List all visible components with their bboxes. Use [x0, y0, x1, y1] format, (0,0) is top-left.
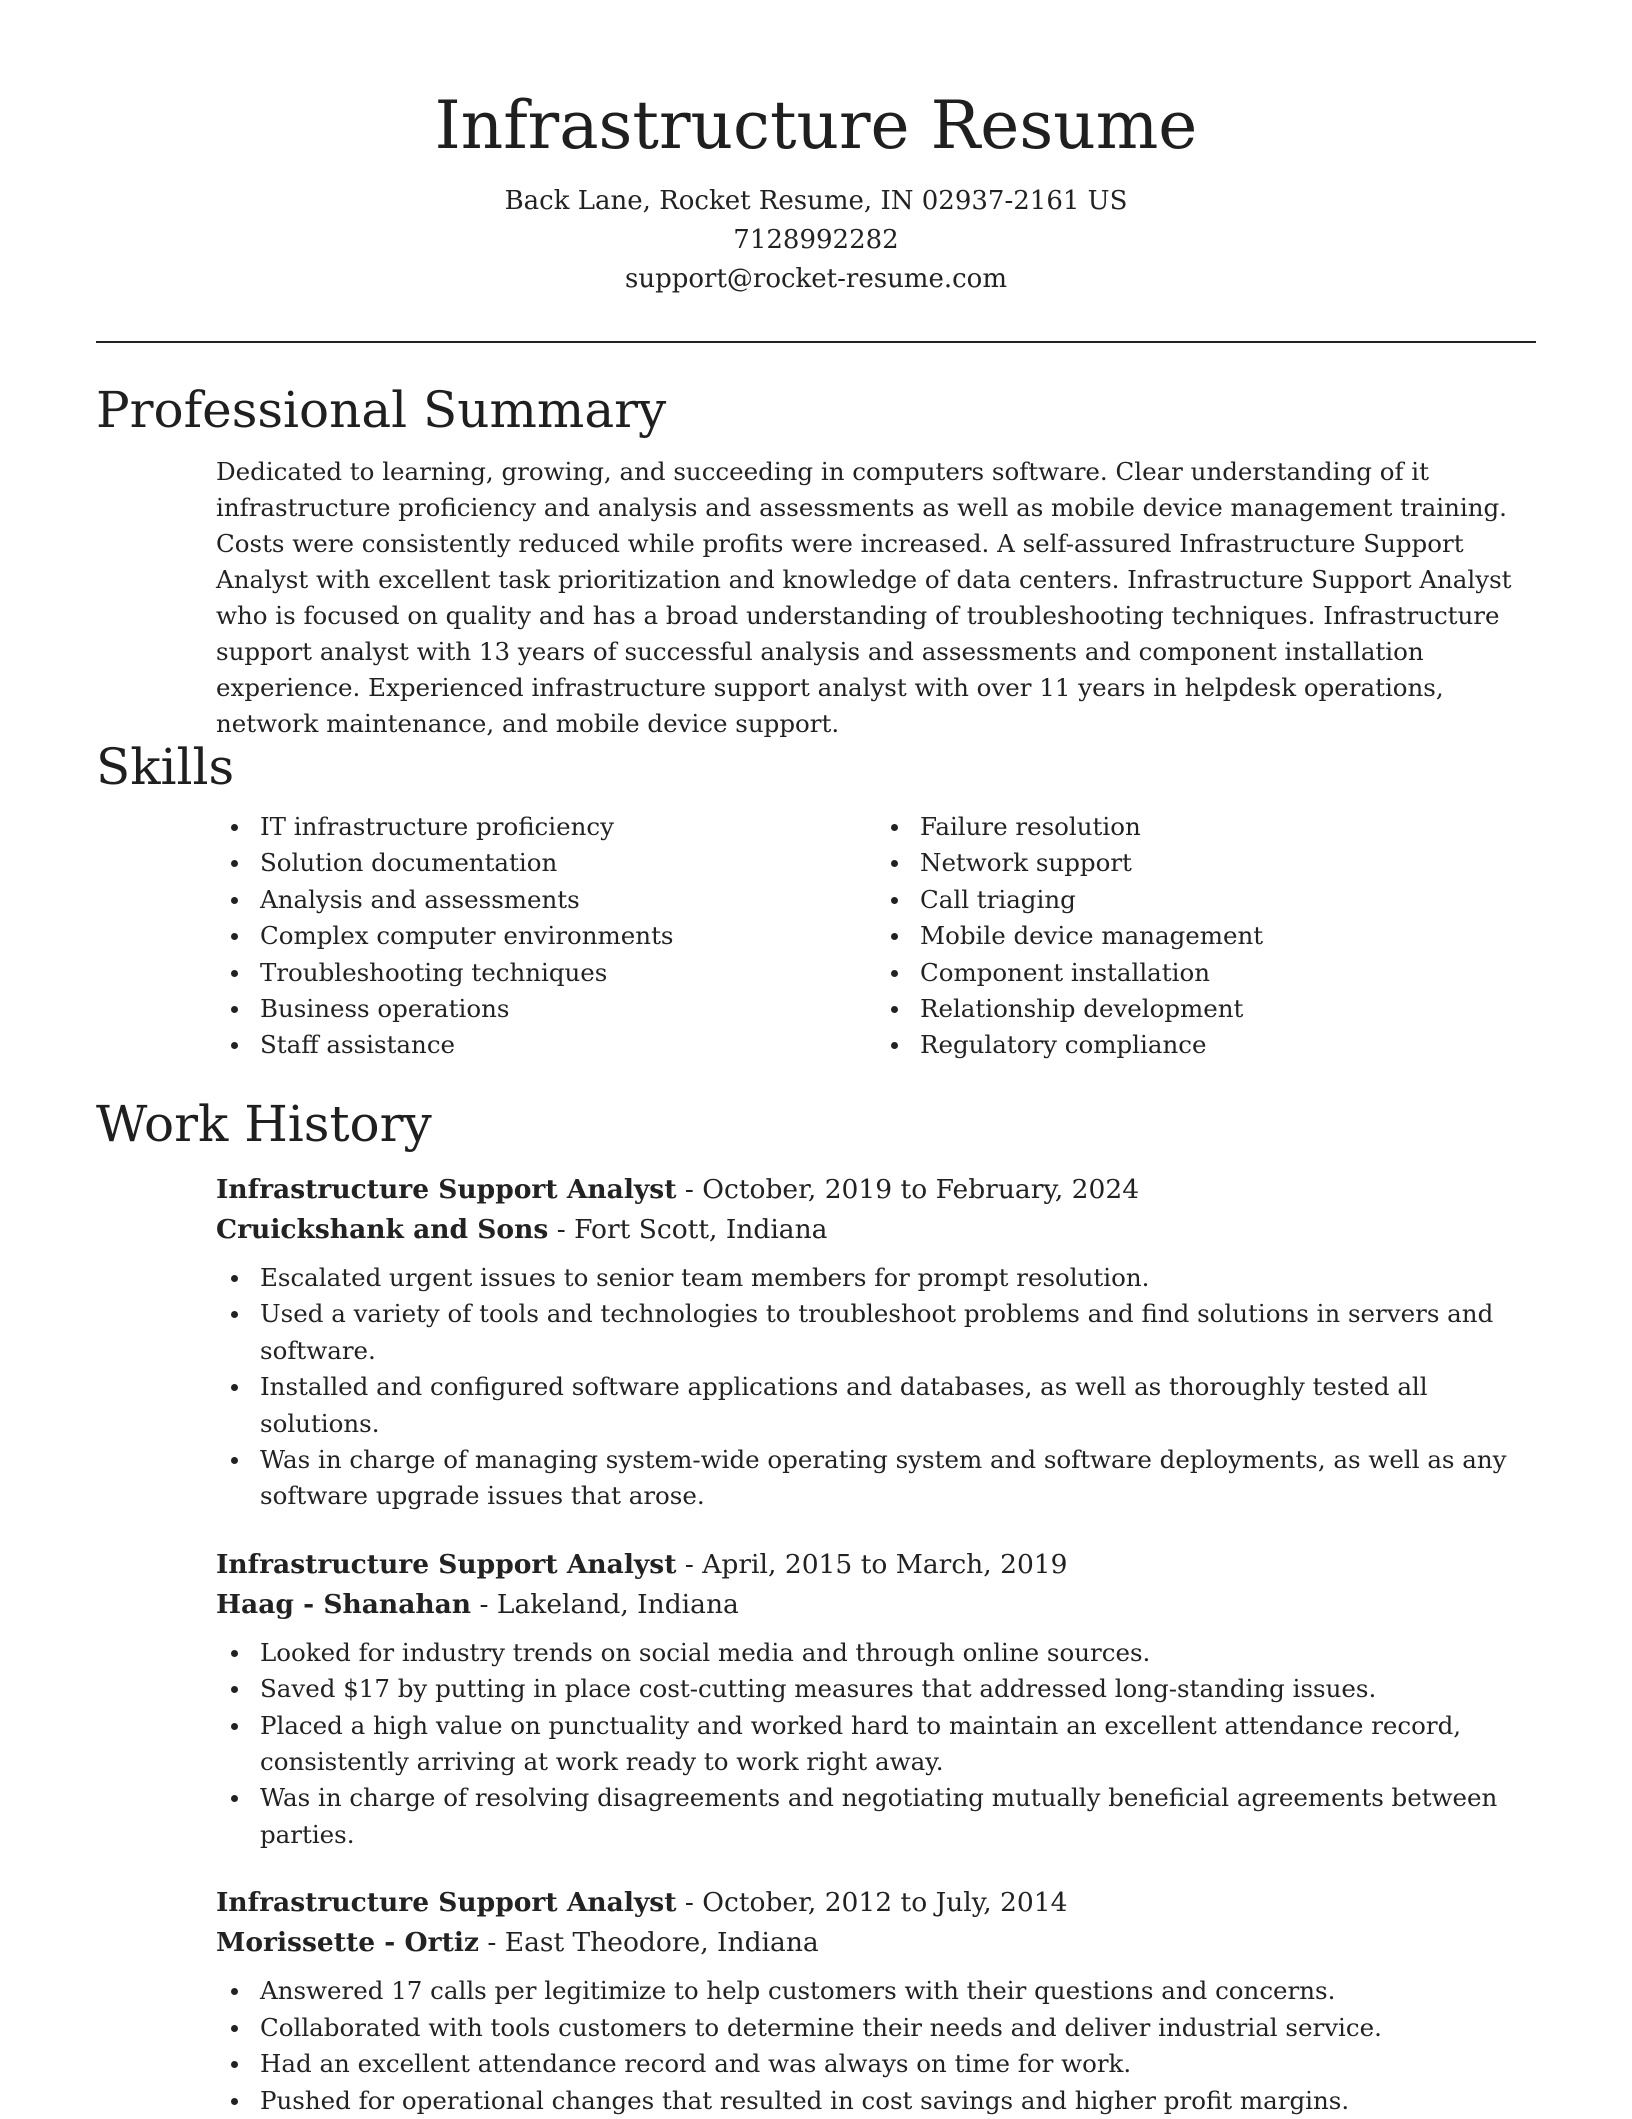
job-entry: [216, 1545, 1536, 1853]
job-bullet: Saved $17 by putting in place cost-cutting measures that addressed long-standing issues.: [260, 1671, 1536, 1707]
skill-item: Relationship development: [920, 991, 1536, 1027]
work-section: [96, 1092, 1536, 2119]
work-title: Work History: [96, 1095, 432, 1153]
job-bullet: Answered 17 calls per legitimize to help customers with their questions and concerns.: [260, 1973, 1536, 2009]
skill-item: Complex computer environments: [260, 918, 876, 954]
skill-item: Regulatory compliance: [920, 1027, 1536, 1063]
job-bullet: Pushed for operational changes that resulted in cost savings and higher profit margins.: [260, 2083, 1536, 2119]
job-bullets: [216, 1973, 1536, 2119]
job-bullet: Was in charge of managing system-wide operating system and software deployments, as well as any software upgrade issues that arose.: [260, 1442, 1536, 1515]
skills-grid: [216, 809, 1536, 1064]
summary-title: Professional Summary: [96, 381, 667, 439]
skill-item: Failure resolution: [920, 809, 1536, 845]
job-title: Infrastructure Support Analyst: [216, 1174, 677, 1205]
skill-item: Component installation: [920, 955, 1536, 991]
job-bullet: Placed a high value on punctuality and worked hard to maintain an excellent attendance record, consistently arriving at work ready to work right away.: [260, 1708, 1536, 1781]
job-company: Cruickshank and Sons: [216, 1214, 549, 1245]
job-title-line: [216, 1170, 1536, 1210]
skill-item: Solution documentation: [260, 845, 876, 881]
job-bullets: [216, 1635, 1536, 1853]
job-entry: [216, 1883, 1536, 2119]
job-location: - East Theodore, Indiana: [478, 1927, 819, 1959]
job-bullet: Collaborated with tools customers to determine their needs and deliver industrial service.: [260, 2010, 1536, 2046]
job-title-line: [216, 1883, 1536, 1923]
header-divider: [96, 341, 1536, 343]
job-bullet: Looked for industry trends on social media and through online sources.: [260, 1635, 1536, 1671]
skill-item: Mobile device management: [920, 918, 1536, 954]
summary-section: [96, 378, 1536, 742]
job-entry: [216, 1170, 1536, 1515]
job-company-line: [216, 1585, 1536, 1625]
skill-item: Analysis and assessments: [260, 882, 876, 918]
job-location: - Lakeland, Indiana: [471, 1588, 739, 1620]
job-title: Infrastructure Support Analyst: [216, 1548, 677, 1580]
job-company: Morissette - Ortiz: [216, 1927, 479, 1959]
skill-item: Call triaging: [920, 882, 1536, 918]
skills-right-column: [876, 809, 1536, 1064]
job-bullets: [216, 1260, 1536, 1515]
skill-item: Business operations: [260, 991, 876, 1027]
skill-item: IT infrastructure proficiency: [260, 809, 876, 845]
job-location: - Fort Scott, Indiana: [548, 1214, 828, 1245]
skills-section: [96, 735, 1536, 1064]
job-dates: - October, 2012 to July, 2014: [676, 1887, 1068, 1919]
job-company-line: [216, 1210, 1536, 1250]
job-bullet: Had an excellent attendance record and was always on time for work.: [260, 2046, 1536, 2082]
resume-header: [0, 0, 1632, 299]
resume-name: Infrastructure Resume: [434, 87, 1198, 164]
contact-block: [0, 182, 1632, 299]
job-bullet: Installed and configured software applications and databases, as well as thoroughly tested all solutions.: [260, 1369, 1536, 1442]
job-dates: - April, 2015 to March, 2019: [676, 1548, 1068, 1580]
skill-item: Staff assistance: [260, 1027, 876, 1063]
job-company: Haag - Shanahan: [216, 1588, 472, 1620]
summary-text: Dedicated to learning, growing, and succeeding in computers software. Clear understanding of it infrastructure proficiency and analysis and assessments as well as mobile device management training. Costs were consistently reduced while profits were increased. A self-assured Infrastructure Support Analyst with excellent task prioritization and knowledge of data centers. Infrastructure Support Analyst who is focused on quality and has a broad understanding of troubleshooting techniques. Infrastructure support analyst with 13 years of successful analysis and assessments and component installation experience. Experienced infrastructure support analyst with over 11 years in helpdesk operations, network maintenance, and mobile device support.: [216, 457, 1512, 738]
job-title-line: [216, 1545, 1536, 1585]
skills-title: Skills: [96, 738, 235, 796]
address: Back Lane, Rocket Resume, IN 02937-2161 US: [504, 186, 1128, 216]
job-bullet: Used a variety of tools and technologies to troubleshoot problems and find solutions in servers and software.: [260, 1296, 1536, 1369]
job-company-line: [216, 1923, 1536, 1963]
phone: 7128992282: [733, 225, 899, 255]
skills-left-column: [216, 809, 876, 1064]
job-title: Infrastructure Support Analyst: [216, 1887, 677, 1919]
job-bullet: Was in charge of resolving disagreements and negotiating mutually beneficial agreements between parties.: [260, 1780, 1536, 1853]
job-bullet: Escalated urgent issues to senior team members for prompt resolution.: [260, 1260, 1536, 1296]
email: support@rocket-resume.com: [624, 264, 1007, 294]
job-dates: - October, 2019 to February, 2024: [676, 1174, 1140, 1205]
skill-item: Network support: [920, 845, 1536, 881]
skill-item: Troubleshooting techniques: [260, 955, 876, 991]
